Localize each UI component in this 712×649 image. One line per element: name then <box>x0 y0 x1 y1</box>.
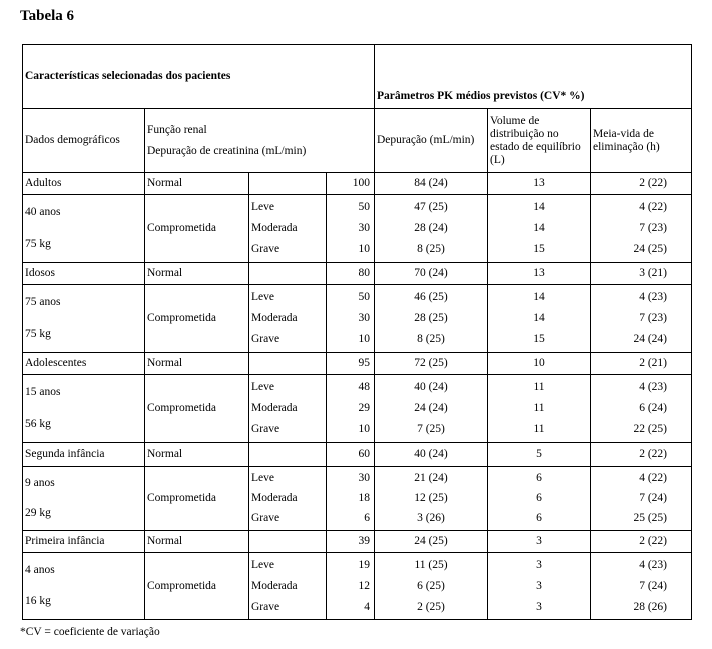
table-row-normal <box>23 443 692 467</box>
clearance-value-stack <box>375 553 488 620</box>
clearance-value: 2 (25) <box>417 600 445 613</box>
clearance-value: 21 (24) <box>414 472 448 484</box>
header-depuracao-creatinina: Depuração de creatinina (mL/min) <box>147 144 307 157</box>
group-label: Adolescentes <box>23 353 145 375</box>
clearance-value: 70 (24) <box>375 263 488 285</box>
creatinine-clearance-stack <box>327 195 375 263</box>
severity-label-stack <box>249 553 327 620</box>
creatinine-clearance: 19 <box>358 558 370 571</box>
severity-label: Moderada <box>251 311 298 324</box>
half-life-value: 2 (21) <box>591 353 692 375</box>
group-label: Adultos <box>23 173 145 195</box>
creatinine-clearance-stack <box>327 467 375 531</box>
table-row-impaired <box>23 285 692 353</box>
volume-value-stack <box>488 467 591 531</box>
severity-label: Grave <box>251 512 280 524</box>
half-life-value: 7 (23) <box>639 311 667 324</box>
group-weight: 16 kg <box>25 595 51 608</box>
clearance-value-stack <box>375 375 488 443</box>
renal-function: Normal <box>145 353 249 375</box>
half-life-value: 24 (25) <box>633 243 667 256</box>
severity-label: Moderada <box>251 492 298 504</box>
creatinine-clearance: 10 <box>358 333 370 346</box>
group-age-weight <box>23 195 145 263</box>
creatinine-clearance-stack <box>327 285 375 353</box>
creatinine-clearance: 95 <box>327 353 375 375</box>
creatinine-clearance: 10 <box>358 423 370 436</box>
clearance-value: 3 (26) <box>417 512 445 524</box>
clearance-value-stack <box>375 467 488 531</box>
half-life-value: 4 (22) <box>639 472 667 484</box>
volume-value: 10 <box>488 353 591 375</box>
volume-value: 3 <box>536 579 542 592</box>
group-age-weight <box>23 553 145 620</box>
creatinine-clearance: 30 <box>358 472 370 484</box>
creatinine-clearance: 6 <box>364 512 370 524</box>
volume-value: 11 <box>533 423 545 436</box>
severity-label: Grave <box>251 600 280 613</box>
severity-label: Moderada <box>251 579 298 592</box>
half-life-value: 25 (25) <box>633 512 667 524</box>
table-row-normal <box>23 531 692 553</box>
clearance-value: 24 (25) <box>375 531 488 553</box>
volume-value: 15 <box>533 333 545 346</box>
header-depuracao: Depuração (mL/min) <box>375 109 488 173</box>
creatinine-clearance: 30 <box>358 311 370 324</box>
half-life-value: 24 (24) <box>633 333 667 346</box>
creatinine-clearance: 50 <box>358 200 370 213</box>
severity-empty <box>249 353 327 375</box>
severity-label: Leve <box>251 200 274 213</box>
table-row-impaired <box>23 553 692 620</box>
creatinine-clearance: 29 <box>358 401 370 414</box>
severity-label: Leve <box>251 380 274 393</box>
volume-value: 13 <box>488 173 591 195</box>
half-life-value: 7 (24) <box>639 579 667 592</box>
footnote: *CV = coeficiente de variação <box>20 626 160 638</box>
group-age: 9 anos <box>25 477 55 489</box>
half-life-value-stack <box>591 195 692 263</box>
clearance-value: 46 (25) <box>414 290 448 303</box>
half-life-value-stack <box>591 285 692 353</box>
table-row-impaired <box>23 375 692 443</box>
half-life-value: 2 (22) <box>591 173 692 195</box>
volume-value: 6 <box>536 512 542 524</box>
half-life-value: 7 (23) <box>639 221 667 234</box>
table-row-impaired <box>23 195 692 263</box>
half-life-value: 22 (25) <box>633 423 667 436</box>
creatinine-clearance: 80 <box>327 263 375 285</box>
pk-table <box>22 44 692 620</box>
severity-label: Moderada <box>251 401 298 414</box>
clearance-value: 7 (25) <box>417 423 445 436</box>
half-life-value: 4 (23) <box>639 558 667 571</box>
severity-label-stack <box>249 375 327 443</box>
volume-value-stack <box>488 375 591 443</box>
creatinine-clearance-stack <box>327 375 375 443</box>
creatinine-clearance-stack <box>327 553 375 620</box>
severity-label: Grave <box>251 243 280 256</box>
header-dados: Dados demográficos <box>23 109 145 173</box>
half-life-value: 3 (21) <box>591 263 692 285</box>
group-weight: 29 kg <box>25 507 51 519</box>
creatinine-clearance: 48 <box>358 380 370 393</box>
group-label: Idosos <box>23 263 145 285</box>
header-meia-vida: Meia-vida de eliminação (h) <box>591 109 692 173</box>
renal-function: Normal <box>145 263 249 285</box>
group-weight: 75 kg <box>25 238 51 250</box>
clearance-value: 12 (25) <box>414 492 448 504</box>
creatinine-clearance: 18 <box>358 492 370 504</box>
clearance-value-stack <box>375 195 488 263</box>
severity-empty <box>249 443 327 467</box>
half-life-value-stack <box>591 467 692 531</box>
volume-value: 14 <box>533 200 545 213</box>
severity-label: Leve <box>251 290 274 303</box>
creatinine-clearance: 12 <box>358 579 370 592</box>
clearance-value: 28 (24) <box>414 221 448 234</box>
half-life-value: 4 (22) <box>639 200 667 213</box>
volume-value-stack <box>488 285 591 353</box>
table-row-impaired <box>23 467 692 531</box>
table-row-normal <box>23 263 692 285</box>
volume-value: 11 <box>533 401 545 414</box>
severity-label-stack <box>249 195 327 263</box>
volume-value: 15 <box>533 243 545 256</box>
severity-label-stack <box>249 285 327 353</box>
clearance-value: 40 (24) <box>414 380 448 393</box>
group-weight: 56 kg <box>25 418 51 430</box>
volume-value: 3 <box>536 558 542 571</box>
group-age: 75 anos <box>25 296 61 308</box>
half-life-value: 28 (26) <box>633 600 667 613</box>
clearance-value: 84 (24) <box>375 173 488 195</box>
group-label: Segunda infância <box>23 443 145 467</box>
half-life-value-stack <box>591 375 692 443</box>
clearance-value: 47 (25) <box>414 200 448 213</box>
creatinine-clearance: 4 <box>364 600 370 613</box>
clearance-value-stack <box>375 285 488 353</box>
renal-function: Normal <box>145 443 249 467</box>
renal-function: Comprometida <box>145 285 249 353</box>
table-row-normal <box>23 353 692 375</box>
creatinine-clearance: 30 <box>358 221 370 234</box>
volume-value: 3 <box>536 600 542 613</box>
volume-value: 6 <box>536 492 542 504</box>
volume-value: 6 <box>536 472 542 484</box>
clearance-value: 28 (25) <box>414 311 448 324</box>
severity-label-stack <box>249 467 327 531</box>
severity-empty <box>249 263 327 285</box>
half-life-value: 2 (22) <box>591 531 692 553</box>
clearance-value: 8 (25) <box>417 243 445 256</box>
half-life-value: 2 (22) <box>591 443 692 467</box>
header-pk-params: Parâmetros PK médios previstos (CV* %) <box>375 45 692 109</box>
group-label: Primeira infância <box>23 531 145 553</box>
creatinine-clearance: 10 <box>358 243 370 256</box>
header-funcao-label: Função renal <box>147 123 207 136</box>
header-funcao-renal <box>145 109 375 173</box>
renal-function: Comprometida <box>145 375 249 443</box>
severity-label: Moderada <box>251 221 298 234</box>
half-life-value-stack <box>591 553 692 620</box>
creatinine-clearance: 50 <box>358 290 370 303</box>
renal-function: Comprometida <box>145 467 249 531</box>
renal-function: Normal <box>145 173 249 195</box>
group-age-weight <box>23 467 145 531</box>
creatinine-clearance: 100 <box>327 173 375 195</box>
renal-function: Comprometida <box>145 553 249 620</box>
creatinine-clearance: 39 <box>327 531 375 553</box>
volume-value: 14 <box>533 290 545 303</box>
renal-function: Comprometida <box>145 195 249 263</box>
creatinine-clearance: 60 <box>327 443 375 467</box>
half-life-value: 6 (24) <box>639 401 667 414</box>
group-age: 15 anos <box>25 386 61 398</box>
clearance-value: 24 (24) <box>414 401 448 414</box>
group-age: 40 anos <box>25 206 61 218</box>
volume-value: 3 <box>488 531 591 553</box>
group-age-weight <box>23 375 145 443</box>
volume-value: 5 <box>488 443 591 467</box>
header-volume: Volume de distribuição no estado de equilíbrio (L) <box>488 109 591 173</box>
severity-label: Leve <box>251 472 274 484</box>
clearance-value: 72 (25) <box>375 353 488 375</box>
group-age-weight <box>23 285 145 353</box>
group-age: 4 anos <box>25 563 55 576</box>
volume-value-stack <box>488 195 591 263</box>
renal-function: Normal <box>145 531 249 553</box>
clearance-value: 8 (25) <box>417 333 445 346</box>
volume-value: 13 <box>488 263 591 285</box>
severity-label: Grave <box>251 333 280 346</box>
half-life-value: 4 (23) <box>639 290 667 303</box>
table-row-normal <box>23 173 692 195</box>
group-weight: 75 kg <box>25 328 51 340</box>
clearance-value: 40 (24) <box>375 443 488 467</box>
clearance-value: 11 (25) <box>414 558 448 571</box>
severity-empty <box>249 173 327 195</box>
half-life-value: 4 (23) <box>639 380 667 393</box>
severity-empty <box>249 531 327 553</box>
volume-value: 11 <box>533 380 545 393</box>
clearance-value: 6 (25) <box>417 579 445 592</box>
volume-value: 14 <box>533 221 545 234</box>
severity-label: Grave <box>251 423 280 436</box>
table-title: Tabela 6 <box>20 8 75 24</box>
volume-value: 14 <box>533 311 545 324</box>
severity-label: Leve <box>251 558 274 571</box>
half-life-value: 7 (24) <box>639 492 667 504</box>
header-characteristics: Características selecionadas dos pacientes <box>23 45 375 109</box>
volume-value-stack <box>488 553 591 620</box>
